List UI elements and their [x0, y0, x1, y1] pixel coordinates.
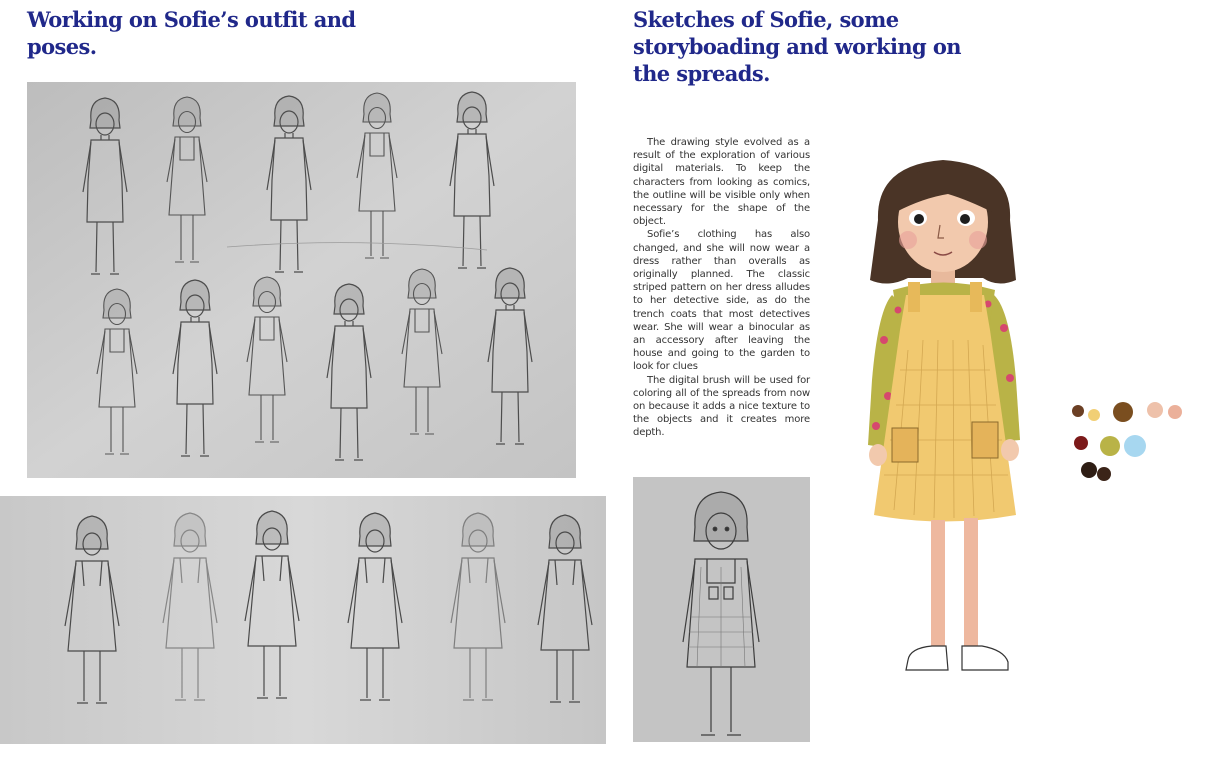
sketch-photo-outfits: [27, 82, 576, 478]
palette-swatch: [1100, 436, 1120, 456]
palette-swatch: [1072, 405, 1084, 417]
color-palette: [1068, 398, 1188, 488]
paragraph-digital-brush: The digital brush will be used for coloring all of the spreads from now on because it adds a nice texture to the objects and it creates more depth.: [633, 374, 810, 439]
palette-swatch: [1124, 435, 1146, 457]
palette-swatch: [1074, 436, 1088, 450]
sketch-photo-dresses: [0, 496, 606, 744]
heading-outfit-poses: Working on Sofie’s outfit and poses.: [27, 7, 356, 59]
palette-swatch: [1168, 405, 1182, 419]
sofie-illustration: [848, 160, 1048, 685]
paragraph-clothing: Sofie’s clothing has also changed, and she will now wear a dress rather than overalls as originally planned. The classic striped pattern on her dress alludes to her detective side, as do the trench coats that most detectives wear. She will wear a binocular as an accessory after leaving the house and going to the garden to look for clues: [633, 229, 810, 373]
palette-swatch: [1097, 467, 1111, 481]
palette-swatch: [1081, 462, 1097, 478]
palette-swatch: [1147, 402, 1163, 418]
process-description: [633, 136, 810, 440]
paragraph-drawing-style: The drawing style evolved as a result of the exploration of various digital materials. To keep the characters from looking as comics, the outline will be visible only when necessary for the shape of the object.: [633, 137, 810, 228]
palette-swatch: [1088, 409, 1100, 421]
palette-swatch: [1113, 402, 1133, 422]
sketch-photo-sofie: [633, 477, 810, 742]
heading-sketches-storyboarding: Sketches of Sofie, some storyboading and working on the spreads.: [633, 7, 961, 86]
